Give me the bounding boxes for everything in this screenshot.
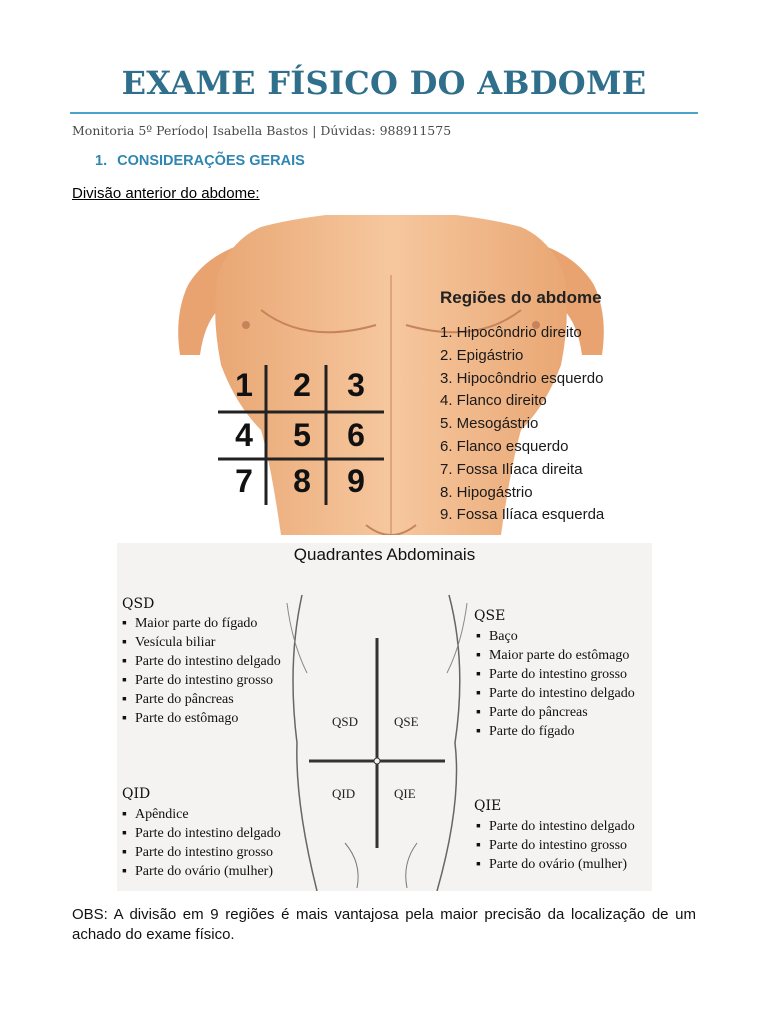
list-item: ▪ Parte do intestino delgado	[476, 684, 635, 703]
page-title: EXAME FÍSICO DO ABDOME	[121, 64, 647, 102]
qse-heading: QSE	[474, 608, 506, 624]
region-item: 5. Mesogástrio	[440, 415, 539, 433]
list-item: ▪ Vesícula biliar	[122, 633, 281, 652]
torso-label-qsd: QSD	[332, 714, 359, 729]
list-item: ▪ Parte do intestino delgado	[122, 652, 281, 671]
section-title: CONSIDERAÇÕES GERAIS	[117, 153, 305, 169]
list-item: ▪ Parte do intestino grosso	[476, 836, 635, 855]
qse-list	[476, 627, 635, 741]
title-divider	[70, 112, 698, 114]
list-item: ▪ Maior parte do estômago	[476, 646, 635, 665]
list-item: ▪ Parte do intestino grosso	[122, 671, 281, 690]
list-item: ▪ Parte do intestino grosso	[476, 665, 635, 684]
region-item: 7. Fossa Ilíaca direita	[440, 460, 583, 478]
torso-label-qid: QID	[332, 786, 356, 801]
list-item: ▪ Baço	[476, 627, 635, 646]
region-number-3: 3	[347, 367, 365, 403]
header-subtitle: Monitoria 5º Período| Isabella Bastos | Dúvidas: 988911575	[72, 123, 452, 138]
section-heading	[95, 153, 305, 169]
region-number-6: 6	[347, 417, 365, 453]
regions-title: Regiões do abdome	[440, 288, 602, 307]
section-number: 1.	[95, 153, 108, 169]
region-number-1: 1	[235, 367, 253, 403]
list-item: ▪ Parte do ovário (mulher)	[122, 862, 281, 881]
region-item: 4. Flanco direito	[440, 392, 547, 410]
region-item: 9. Fossa Ilíaca esquerda	[440, 506, 605, 524]
intro-text: Divisão anterior do abdome:	[72, 185, 260, 202]
qie-heading: QIE	[474, 798, 502, 814]
list-item: ▪ Parte do ovário (mulher)	[476, 855, 635, 874]
region-item: 8. Hipogástrio	[440, 483, 533, 501]
region-item: 3. Hipocôndrio esquerdo	[440, 369, 604, 387]
regions-list	[440, 322, 604, 527]
qid-list	[122, 805, 281, 881]
region-number-4: 4	[235, 417, 253, 453]
torso-label-qse: QSE	[394, 714, 419, 729]
list-item: ▪ Parte do fígado	[476, 722, 635, 741]
list-item: ▪ Parte do estômago	[122, 709, 281, 728]
list-item: ▪ Apêndice	[122, 805, 281, 824]
observation-note: OBS: A divisão em 9 regiões é mais vantajosa pela maior precisão da localização de um achado do exame físico.	[72, 906, 696, 943]
region-number-5: 5	[293, 417, 311, 453]
list-item: ▪ Parte do intestino delgado	[476, 817, 635, 836]
region-item: 2. Epigástrio	[440, 346, 524, 364]
region-number-8: 8	[293, 463, 311, 499]
region-item: 1. Hipocôndrio direito	[440, 324, 582, 341]
quadrants-title: Quadrantes Abdominais	[293, 545, 476, 564]
qsd-heading: QSD	[122, 596, 155, 612]
qie-list	[476, 817, 635, 874]
torso-label-qie: QIE	[394, 786, 416, 801]
region-number-2: 2	[293, 367, 311, 403]
list-item: ▪ Parte do pâncreas	[476, 703, 635, 722]
list-item: ▪ Parte do intestino delgado	[122, 824, 281, 843]
list-item: ▪ Maior parte do fígado	[122, 614, 281, 633]
list-item: ▪ Parte do intestino grosso	[122, 843, 281, 862]
qsd-list	[122, 614, 281, 728]
region-number-9: 9	[347, 463, 365, 499]
region-item: 6. Flanco esquerdo	[440, 437, 569, 455]
list-item: ▪ Parte do pâncreas	[122, 690, 281, 709]
qid-heading: QID	[122, 786, 151, 802]
region-number-7: 7	[235, 463, 253, 499]
